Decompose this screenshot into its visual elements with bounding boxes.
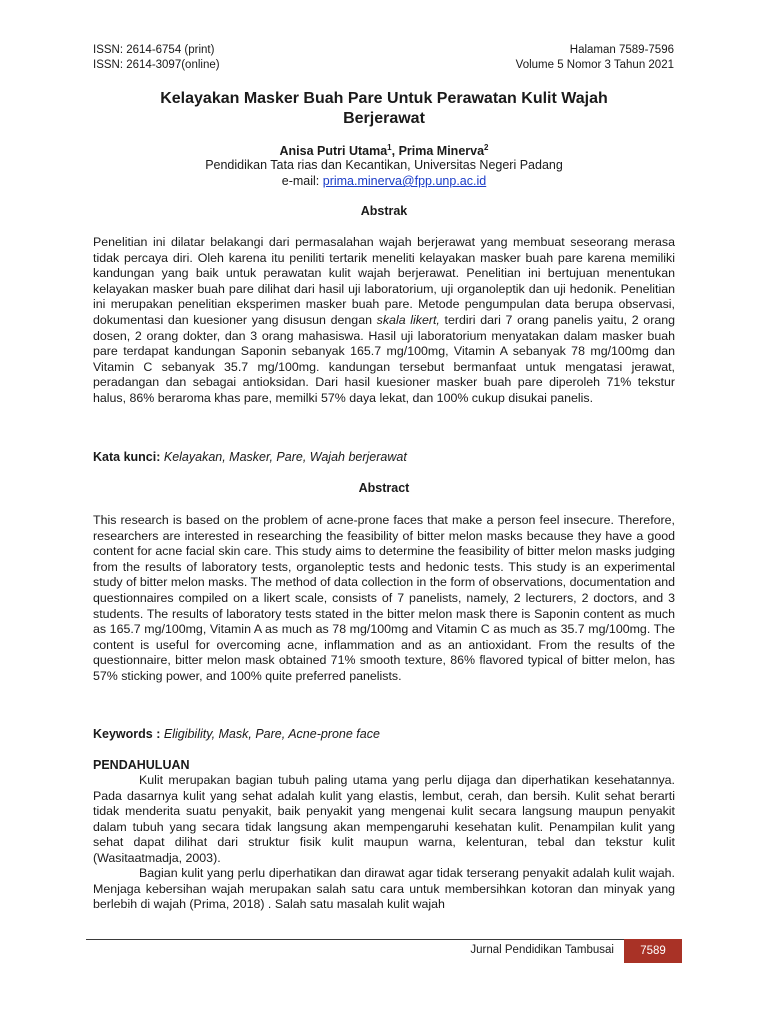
page-range: Halaman 7589-7596 [569,44,674,56]
keywords-label: Keywords : [93,727,161,741]
email-label: e-mail: [281,174,323,188]
kata-kunci [93,449,675,466]
author-2: Prima Minerva [398,144,485,159]
title-line-1: Kelayakan Masker Buah Pare Untuk Perawatan Kulit Wajah [160,90,608,107]
author-2-affil-mark: 2 [484,143,489,152]
intro-paragraph-2: Bagian kulit yang perlu diperhatikan dan dirawat agar tidak terserang penyakit adalah kulit wajah. Menjaga kebersihan wajah merupakan salah satu cara untuk membersihkan kotoran dan minyak yang berlebih di wajah (Prima, 2018) . Salah satu masalah kulit wajah [93,866,675,912]
kata-kunci-label: Kata kunci: [93,450,161,464]
section-heading-pendahuluan: PENDAHULUAN [93,758,190,772]
issn-online: ISSN: 2614-3097(online) [93,59,220,71]
issn-block [93,43,220,73]
intro-paragraph-1: Kulit merupakan bagian tubuh paling utama yang perlu dijaga dan diperhatikan kesehatannya. Pada dasarnya kulit yang sehat adalah kulit yang elastis, lembut, cerah, dan bersih. Kulit sehat berarti tidak menderita suatu penyakit, baik penyakit yang mengenai kulit secara langsung maupun penyakit dalam tubuh yang secara tidak langsung akan mempengaruhi kesehatan kulit. Penampilan kulit yang sehat dapat dilihat dari struktur fisik kulit maupun warna, kelenturan, tebal dan tekstur kulit (Wasitaatmadja, 2003). [93,773,675,865]
volume-block [516,43,674,73]
email-link[interactable]: prima.minerva@fpp.unp.ac.id [322,174,487,188]
issn-print: ISSN: 2614-6754 (print) [93,44,215,56]
article-title [93,89,675,129]
abstrak-body [93,235,675,407]
footer-page-number: 7589 [624,939,682,963]
footer-rule [86,939,682,940]
email-line [93,173,675,190]
abstrak-heading: Abstrak [360,204,408,218]
abstrak-text-a: Penelitian ini dilatar belakangi dari permasalahan wajah berjerawat yang membuat seseorang merasa tidak percaya diri. Oleh karena itu peniliti tertarik meneliti kelayakan masker buah pare karena memiliki kandungan yang baik untuk perawatan kulit wajah berjerawat. Penelitian ini bertujuan menentukan kelayakan masker buah pare dilihat dari hasil uji laboratorium, uji organoleptik dan uji hedonik. Penelitian ini merupakan penelitian eksperimen masker buah pare. Metode pengumpulan data berupa observasi, dokumentasi dan kuesioner yang disusun dengan [93,235,675,327]
author-1: Anisa Putri Utama [279,144,388,159]
kata-kunci-text: Kelayakan, Masker, Pare, Wajah berjerawat [160,450,407,464]
affiliation: Pendidikan Tata rias dan Kecantikan, Universitas Negeri Padang [205,158,563,172]
author-1-affil-mark: 1 [387,143,392,152]
author-separator: , [391,144,399,159]
abstract-body: This research is based on the problem of acne-prone faces that make a person feel insecure. Therefore, researchers are interested in researching the feasibility of bitter melon masks because they have a good content for acne facial skin care. This study aims to determine the feasibility of bitter melon masks judging from the results of laboratory tests, organoleptic tests and hedonic tests. This study is an experimental study of bitter melon masks. The method of data collection in the form of observations, documentation and questionnaires compiled on a likert scale, consists of 7 panelists, namely, 2 lecturers, 2 doctors, and 3 students. The results of laboratory tests stated in the bitter melon mask there is Saponin content as much as 165.7 mg/100mg, Vitamin A as much as 78 mg/100mg and Vitamin C as much as 35.7 mg/100mg. The content is useful for overcoming acne, inflammation and as an antioxidant. From the results of the questionnaire, bitter melon mask obtained 71% smooth texture, 86% flavored typical of bitter melon, has 57% sticking power, and 100% quite preferred panelists. [93,513,675,683]
volume-info: Volume 5 Nomor 3 Tahun 2021 [515,59,674,71]
title-line-2: Berjerawat [343,110,425,127]
abstrak-text-b: terdiri dari 7 orang panelis yaitu, 2 orang dosen, 2 orang dokter, dan 3 orang mahasiswa. Hasil uji laboratorium menyatakan dalam masker buah pare terdapat kandungan Saponin sebanyak 165.7 mg/100mg, Vitamin A sebanyak 78 mg/100mg dan Vitamin C sebanyak 35.7 mg/100mg. kandungan tersebut bermanfaat untuk mengatasi jerawat, peradangan dan sebagai antioksidan. Dari hasil kuesioner masker buah pare diperoleh 71% tekstur halus, 86% beraroma khas pare, memilki 57% daya lekat, dan 100% cukup disukai panelis. [93,312,675,405]
abstract-heading: Abstract [358,481,410,495]
keywords-text: Eligibility, Mask, Pare, Acne-prone face [160,727,380,741]
keywords [93,726,675,743]
abstrak-text-italic: skala likert, [376,312,440,327]
footer-journal-name: Jurnal Pendidikan Tambusai [470,944,614,956]
